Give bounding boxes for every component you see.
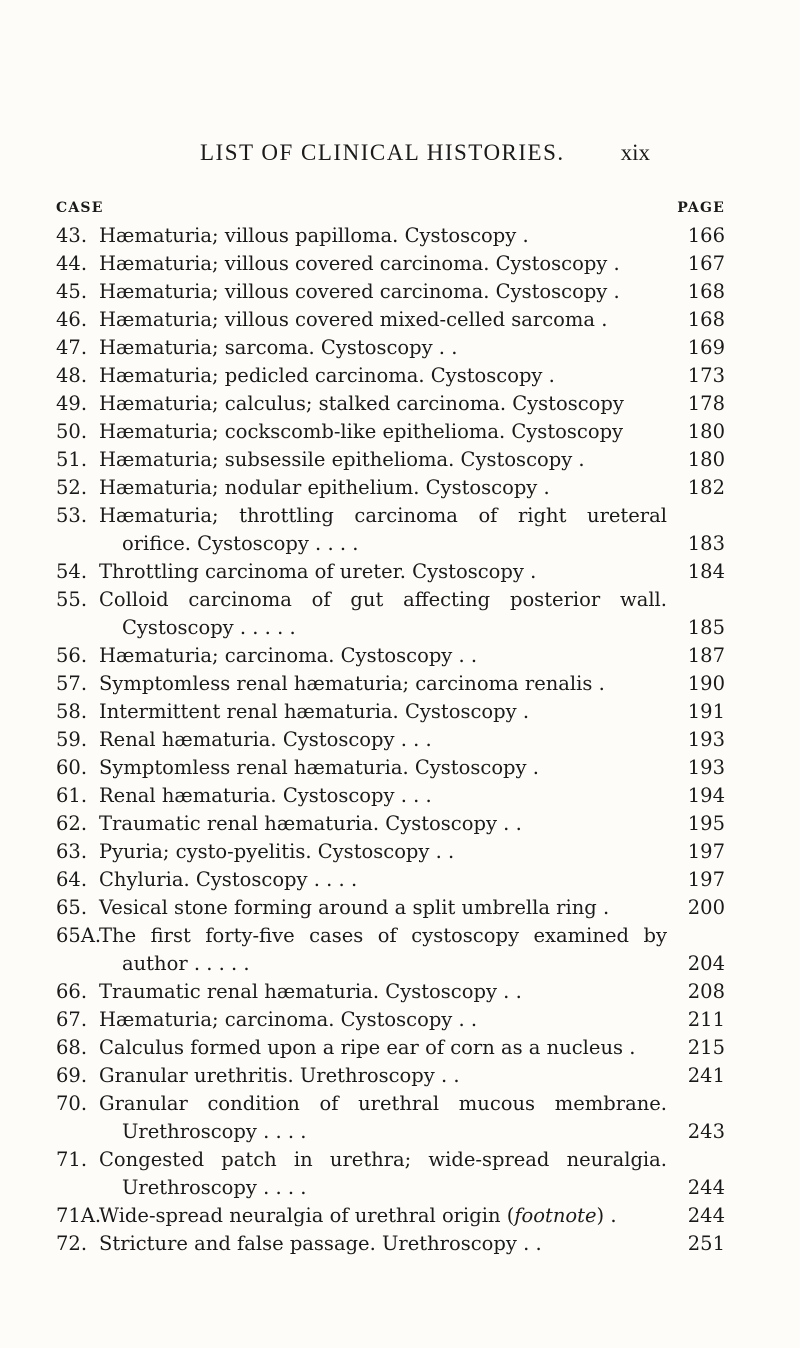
case-number: 63. [56, 840, 88, 863]
case-description [99, 670, 667, 698]
case-number: 55. [56, 588, 88, 611]
case-page-number: 168 [687, 280, 725, 303]
case-number: 69. [56, 1064, 88, 1087]
case-description [99, 978, 667, 1006]
case-number: 47. [56, 336, 88, 359]
case-description-line: Throttling carcinoma of ureter. Cystoscopy . [99, 560, 537, 583]
case-description-line: Urethroscopy . . . . [122, 1120, 307, 1143]
case-entry [56, 306, 725, 334]
case-description [99, 922, 667, 978]
column-headings [56, 200, 725, 222]
case-entry [56, 586, 725, 642]
case-description [99, 810, 667, 838]
case-page-number: 191 [687, 700, 725, 723]
case-page-number: 168 [687, 308, 725, 331]
case-description-line: Hæmaturia; cockscomb-like epithelioma. Cystoscopy [99, 420, 624, 443]
case-description-line: The first forty-five cases of cystoscopy examined by [99, 924, 667, 947]
case-page-number: 180 [687, 420, 725, 443]
case-number: 57. [56, 672, 88, 695]
case-entry [56, 1062, 725, 1090]
case-entry [56, 670, 725, 698]
case-entry [56, 362, 725, 390]
case-description-line: Urethroscopy . . . . [122, 1176, 307, 1199]
case-description [99, 586, 667, 642]
case-page-number: 200 [687, 896, 725, 919]
case-entry [56, 390, 725, 418]
case-entry [56, 698, 725, 726]
page-number: xix [620, 140, 650, 165]
case-number: 58. [56, 700, 88, 723]
case-description [99, 558, 667, 586]
case-entry [56, 1146, 725, 1202]
case-number: 52. [56, 476, 88, 499]
case-description [99, 698, 667, 726]
case-entry [56, 278, 725, 306]
case-entry [56, 334, 725, 362]
case-page-number: 215 [687, 1036, 725, 1059]
case-number: 72. [56, 1232, 88, 1255]
case-page-number: 193 [687, 728, 725, 751]
case-description [99, 1230, 667, 1258]
case-page-number: 197 [687, 840, 725, 863]
case-page-number: 173 [687, 364, 725, 387]
case-page-number: 208 [687, 980, 725, 1003]
case-page-number: 244 [687, 1204, 725, 1227]
case-description-line: Hæmaturia; villous covered carcinoma. Cystoscopy . [99, 252, 620, 275]
case-description [99, 782, 667, 810]
case-number: 67. [56, 1008, 88, 1031]
case-description-line: Hæmaturia; villous papilloma. Cystoscopy . [99, 224, 529, 247]
case-entry [56, 446, 725, 474]
case-entry [56, 642, 725, 670]
case-entry [56, 222, 725, 250]
case-entry [56, 866, 725, 894]
case-entry [56, 838, 725, 866]
case-description [99, 362, 667, 390]
case-description [99, 306, 667, 334]
case-number: 60. [56, 756, 88, 779]
case-description [99, 418, 667, 446]
case-description-line: Hæmaturia; subsessile epithelioma. Cystoscopy . [99, 448, 585, 471]
case-page-number: 184 [687, 560, 725, 583]
case-number: 44. [56, 252, 88, 275]
case-entry [56, 558, 725, 586]
case-entry [56, 726, 725, 754]
case-page-number: 244 [687, 1176, 725, 1199]
case-entry [56, 782, 725, 810]
case-number: 64. [56, 868, 88, 891]
case-number: 71A. [56, 1204, 102, 1227]
page-header [0, 140, 800, 180]
case-description [99, 838, 667, 866]
case-number: 56. [56, 644, 88, 667]
case-page-number: 241 [687, 1064, 725, 1087]
case-number: 54. [56, 560, 88, 583]
case-number: 62. [56, 812, 88, 835]
case-number: 70. [56, 1092, 88, 1115]
case-description-line: Hæmaturia; throttling carcinoma of right ureteral [99, 504, 667, 527]
case-description [99, 474, 667, 502]
case-description-line: Symptomless renal hæmaturia. Cystoscopy . [99, 756, 539, 779]
case-description-line: orifice. Cystoscopy . . . . [122, 532, 359, 555]
case-page-number: 166 [687, 224, 725, 247]
case-entry [56, 1006, 725, 1034]
case-description-line: Hæmaturia; carcinoma. Cystoscopy . . [99, 644, 478, 667]
case-description-line: Hæmaturia; carcinoma. Cystoscopy . . [99, 1008, 478, 1031]
case-description-line: Renal hæmaturia. Cystoscopy . . . [99, 784, 432, 807]
case-number: 53. [56, 504, 88, 527]
case-page-number: 194 [687, 784, 725, 807]
case-description-line: Congested patch in urethra; wide-spread neuralgia. [99, 1148, 667, 1171]
case-number: 71. [56, 1148, 88, 1171]
case-description-line: Colloid carcinoma of gut affecting posterior wall. [99, 588, 667, 611]
case-column-heading: CASE [56, 200, 104, 216]
case-number: 66. [56, 980, 88, 1003]
case-description-line: Hæmaturia; pedicled carcinoma. Cystoscopy . [99, 364, 555, 387]
case-number: 68. [56, 1036, 88, 1059]
case-description-line: Hæmaturia; calculus; stalked carcinoma. Cystoscopy [99, 392, 624, 415]
case-number: 45. [56, 280, 88, 303]
case-entry [56, 978, 725, 1006]
case-entry [56, 754, 725, 782]
case-description-line: Hæmaturia; nodular epithelium. Cystoscopy . [99, 476, 550, 499]
case-page-number: 193 [687, 756, 725, 779]
case-description-line: Hæmaturia; villous covered carcinoma. Cystoscopy . [99, 280, 620, 303]
case-number: 50. [56, 420, 88, 443]
case-entry [56, 1230, 725, 1258]
case-number: 43. [56, 224, 88, 247]
case-description-line: Chyluria. Cystoscopy . . . . [99, 868, 358, 891]
page-column-heading: PAGE [677, 200, 725, 216]
case-description [99, 1034, 667, 1062]
case-page-number: 190 [687, 672, 725, 695]
case-page-number: 195 [687, 812, 725, 835]
case-description [99, 754, 667, 782]
case-number: 49. [56, 392, 88, 415]
case-description [99, 278, 667, 306]
case-description-line: Cystoscopy . . . . . [122, 616, 296, 639]
case-description-line: author . . . . . [122, 952, 250, 975]
case-number: 65. [56, 896, 88, 919]
case-description [99, 250, 667, 278]
case-description-line: Granular urethritis. Urethroscopy . . [99, 1064, 460, 1087]
case-entry [56, 1034, 725, 1062]
case-description-line: Symptomless renal hæmaturia; carcinoma renalis . [99, 672, 605, 695]
case-description-line: Granular condition of urethral mucous membrane. [99, 1092, 667, 1115]
case-description [99, 334, 667, 362]
case-page-number: 197 [687, 868, 725, 891]
case-description [99, 1146, 667, 1202]
case-description [99, 866, 667, 894]
case-description [99, 1202, 667, 1230]
case-number: 48. [56, 364, 88, 387]
case-page-number: 211 [687, 1008, 725, 1031]
case-description [99, 390, 667, 418]
case-description [99, 1090, 667, 1146]
case-description-line: Calculus formed upon a ripe ear of corn as a nucleus . [99, 1036, 636, 1059]
case-page-number: 178 [687, 392, 725, 415]
case-page-number: 182 [687, 476, 725, 499]
case-entry [56, 922, 725, 978]
case-description [99, 502, 667, 558]
case-number: 51. [56, 448, 88, 471]
case-description [99, 446, 667, 474]
case-page-number: 185 [687, 616, 725, 639]
case-description-line: Traumatic renal hæmaturia. Cystoscopy . . [99, 812, 522, 835]
case-page-number: 243 [687, 1120, 725, 1143]
case-page-number: 180 [687, 448, 725, 471]
case-page-number: 183 [687, 532, 725, 555]
case-number: 61. [56, 784, 88, 807]
case-description-line: Hæmaturia; sarcoma. Cystoscopy . . [99, 336, 458, 359]
case-description-line: Intermittent renal hæmaturia. Cystoscopy . [99, 700, 530, 723]
case-number: 65A. [56, 924, 102, 947]
case-number: 46. [56, 308, 88, 331]
case-entry [56, 1090, 725, 1146]
case-entry [56, 474, 725, 502]
case-page-number: 187 [687, 644, 725, 667]
case-description-line: Stricture and false passage. Urethroscopy . . [99, 1232, 542, 1255]
case-description-line: Hæmaturia; villous covered mixed-celled sarcoma . [99, 308, 608, 331]
case-entry [56, 502, 725, 558]
case-page-number: 167 [687, 252, 725, 275]
case-entry [56, 894, 725, 922]
case-description-line: Traumatic renal hæmaturia. Cystoscopy . . [99, 980, 522, 1003]
case-entry [56, 1202, 725, 1230]
case-description [99, 222, 667, 250]
case-description [99, 726, 667, 754]
case-entry [56, 250, 725, 278]
case-description [99, 1006, 667, 1034]
case-page-number: 251 [687, 1232, 725, 1255]
case-description-line: Pyuria; cysto-pyelitis. Cystoscopy . . [99, 840, 455, 863]
case-number: 59. [56, 728, 88, 751]
case-list [56, 222, 725, 1258]
case-description-line: Vesical stone forming around a split umbrella ring . [99, 896, 610, 919]
case-page-number: 169 [687, 336, 725, 359]
running-title: LIST OF CLINICAL HISTORIES. [200, 140, 565, 165]
case-description [99, 642, 667, 670]
case-description [99, 894, 667, 922]
case-page-number: 204 [687, 952, 725, 975]
case-entry [56, 810, 725, 838]
case-description [99, 1062, 667, 1090]
case-description-line: Renal hæmaturia. Cystoscopy . . . [99, 728, 432, 751]
case-description-line: Wide-spread neuralgia of urethral origin (footnote) . [99, 1204, 617, 1227]
case-entry [56, 418, 725, 446]
